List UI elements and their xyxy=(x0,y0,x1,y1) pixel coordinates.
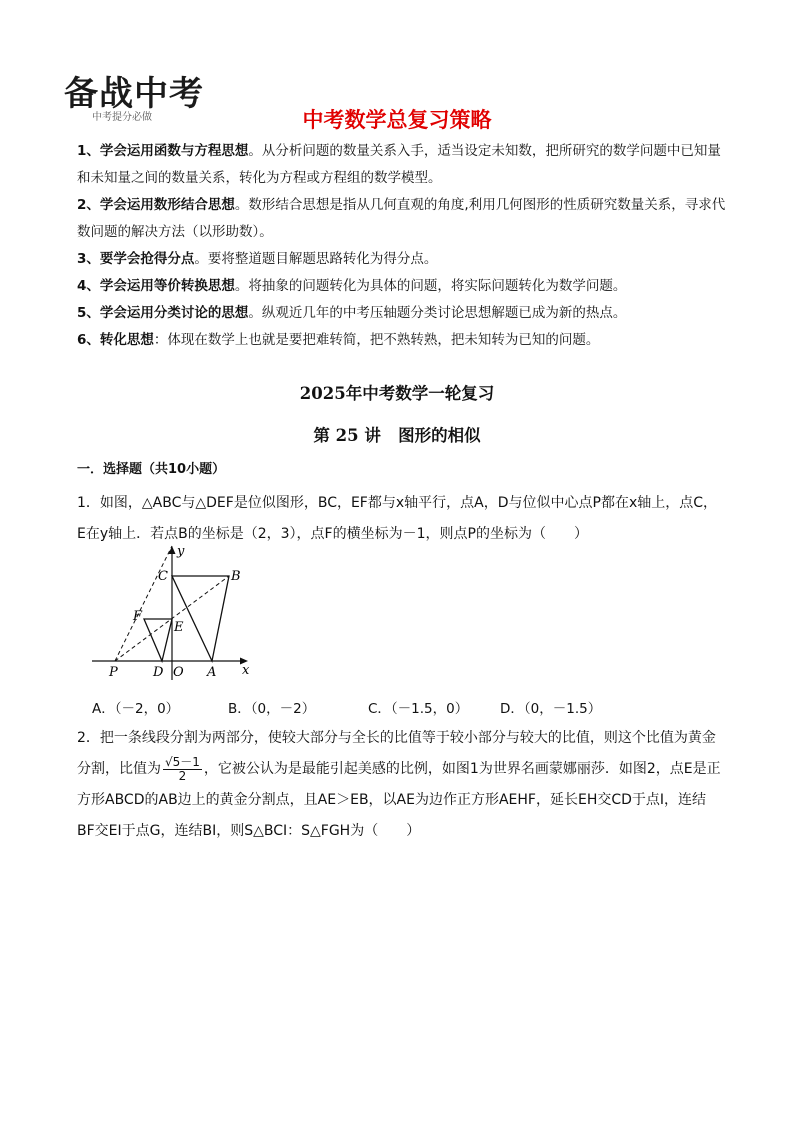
golden-ratio-fraction xyxy=(163,756,202,783)
dashed-line-pc xyxy=(115,546,172,661)
strategy-text: 。要将整道题目解题思路转化为得分点。 xyxy=(194,251,438,267)
strategy-number: 4、 xyxy=(77,278,100,294)
strategy-item xyxy=(77,138,727,192)
label-x: x xyxy=(242,663,250,678)
section-heading: 一．选择题（共10小题） xyxy=(77,462,226,477)
choice-b: B．（0，－2） xyxy=(228,701,316,717)
strategy-list xyxy=(77,138,727,354)
triangle-abc xyxy=(172,576,229,661)
question-1-figure xyxy=(88,540,258,685)
question-2-part-2: ，它被公认为是最能引起美感的比例，如图1为世界名画蒙娜丽莎．如图2，点E是正方形ABCD的AB边上的黄金分割点，且AE＞EB，以AE为边作正方形AEHF，延长EH交CD于点I，连结BF交EI于点G，连结BI，则S△BCI：S△FGH为（ ） xyxy=(77,761,721,839)
label-d: D xyxy=(153,665,164,680)
choice-c: C．（－1.5，0） xyxy=(368,701,469,717)
fraction-numerator: √5－1 xyxy=(165,754,200,769)
strategy-text: ：体现在数学上也就是要把难转简，把不熟转熟，把未知转为已知的问题。 xyxy=(153,332,600,348)
logo-text: 备战中考 xyxy=(64,74,204,114)
strategy-item xyxy=(77,192,727,246)
strategy-heading: 学会运用分类讨论的思想 xyxy=(99,305,249,321)
choice-d: D．（0，－1.5） xyxy=(500,701,602,717)
strategy-item xyxy=(77,327,727,354)
label-y: y xyxy=(177,544,185,559)
label-b: B xyxy=(231,569,241,584)
question-2-text xyxy=(77,723,722,847)
label-a: A xyxy=(207,665,217,680)
label-c: C xyxy=(158,569,168,584)
strategy-text: 。数形结合思想是指从几何直观的角度,利用几何图形的性质研究数量关系，寻求代数问题的解决方法（以形助数）。 xyxy=(77,197,726,240)
strategy-item xyxy=(77,300,727,327)
lesson-title: 第 25 讲 图形的相似 xyxy=(313,426,481,445)
question-1-text: 1．如图，△ABC与△DEF是位似图形，BC，EF都与x轴平行，点A，D与位似中心点P都在x轴上，点C，E在y轴上．若点B的坐标是（2，3），点F的横坐标为－1，则点P的坐标为（ ） xyxy=(77,495,718,542)
strategy-number: 5、 xyxy=(77,305,100,321)
strategy-text: 。从分析问题的数量关系入手，适当设定未知数，把所研究的数学问题中已知量和未知量之间的数量关系，转化为方程或方程组的数学模型。 xyxy=(77,143,721,186)
page-title: 中考数学总复习策略 xyxy=(302,108,492,132)
strategy-heading: 学会运用数形结合思想 xyxy=(99,197,235,213)
strategy-item xyxy=(77,246,727,273)
strategy-heading: 学会运用等价转换思想 xyxy=(99,278,235,294)
label-f: F xyxy=(133,609,143,624)
strategy-heading: 学会运用函数与方程思想 xyxy=(99,143,249,159)
document-title: 2025年中考数学一轮复习 xyxy=(299,384,495,403)
strategy-heading: 转化思想 xyxy=(99,332,154,348)
label-o: O xyxy=(173,665,184,680)
strategy-number: 6、 xyxy=(77,332,100,348)
strategy-text: 。将抽象的问题转化为具体的问题，将实际问题转化为数学问题。 xyxy=(234,278,627,294)
label-e: E xyxy=(174,620,184,635)
strategy-item xyxy=(77,273,727,300)
y-axis-arrow xyxy=(169,546,176,554)
label-p: P xyxy=(109,665,118,680)
strategy-text: 。纵观近几年的中考压轴题分类讨论思想解题已成为新的热点。 xyxy=(248,305,627,321)
question-2-part-1: 2．把一条线段分割为两部分，使较大部分与全长的比值等于较小部分与较大的比值，则这个比值为黄金分割，比值为 xyxy=(77,730,716,777)
triangle-def xyxy=(144,619,172,661)
strategy-heading: 要学会抢得分点 xyxy=(99,251,195,267)
choice-a: A．（－2，0） xyxy=(92,701,180,717)
fraction-denominator: 2 xyxy=(178,768,187,783)
strategy-number: 2、 xyxy=(77,197,100,213)
strategy-number: 3、 xyxy=(77,251,100,267)
logo-subtitle: 中考提分必做 xyxy=(92,112,152,123)
strategy-number: 1、 xyxy=(77,143,100,159)
